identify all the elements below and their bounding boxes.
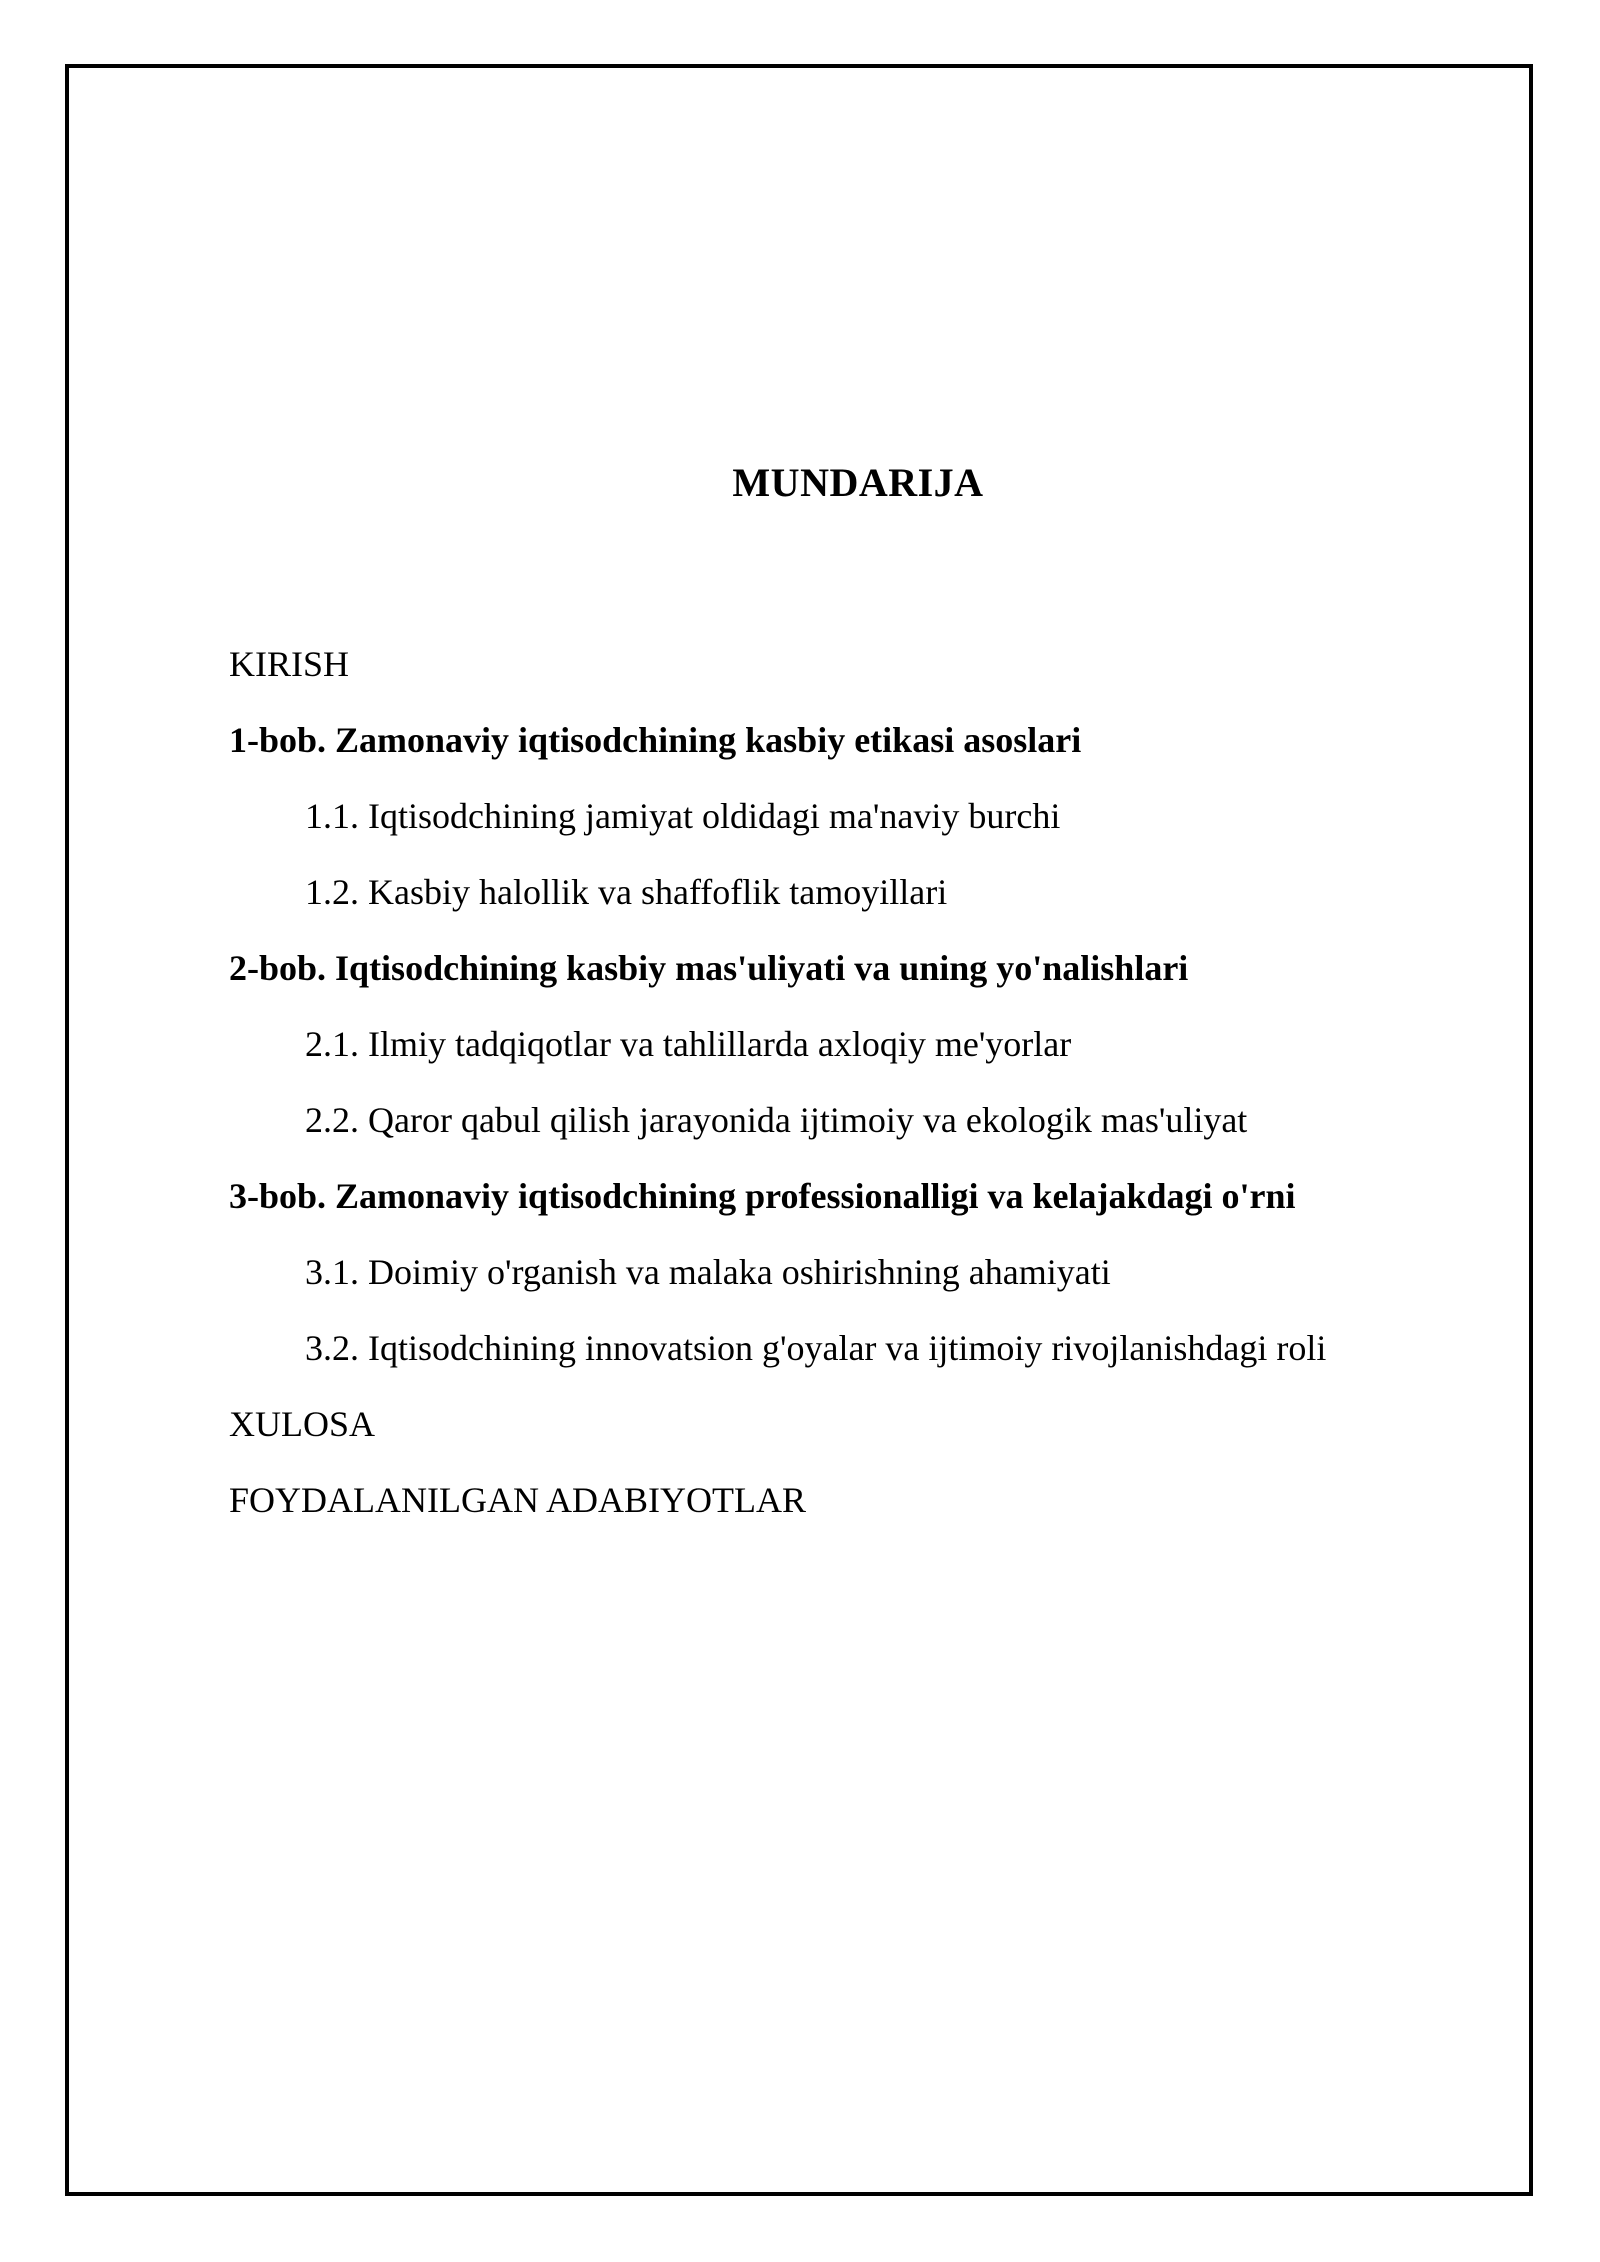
toc-entry-section-1-2: 1.2. Kasbiy halollik va shaffoflik tamoyillari	[305, 872, 948, 912]
toc-entry-chapter-1: 1-bob. Zamonaviy iqtisodchining kasbiy etikasi asoslari	[229, 720, 1082, 760]
toc-entry-section-3-2: 3.2. Iqtisodchining innovatsion g'oyalar va ijtimoiy rivojlanishdagi roli	[305, 1328, 1327, 1368]
page-title: MUNDARIJA	[732, 460, 984, 505]
toc-entry-references: FOYDALANILGAN ADABIYOTLAR	[229, 1480, 806, 1520]
toc-entry-section-2-2: 2.2. Qaror qabul qilish jarayonida ijtimoiy va ekologik mas'uliyat	[305, 1100, 1248, 1140]
toc-entry-conclusion: XULOSA	[229, 1404, 376, 1444]
toc-entry-section-1-1: 1.1. Iqtisodchining jamiyat oldidagi ma'naviy burchi	[305, 796, 1061, 836]
toc-entry-section-2-1: 2.1. Ilmiy tadqiqotlar va tahlillarda axloqiy me'yorlar	[305, 1024, 1072, 1064]
toc-entry-section-3-1: 3.1. Doimiy o'rganish va malaka oshirishning ahamiyati	[305, 1252, 1111, 1292]
toc-entry-chapter-3: 3-bob. Zamonaviy iqtisodchining professionalligi va kelajakdagi o'rni	[229, 1176, 1296, 1216]
table-of-contents	[229, 640, 1479, 1552]
toc-entry-chapter-2: 2-bob. Iqtisodchining kasbiy mas'uliyati va uning yo'nalishlari	[229, 948, 1189, 988]
toc-entry-introduction: KIRISH	[229, 644, 350, 684]
